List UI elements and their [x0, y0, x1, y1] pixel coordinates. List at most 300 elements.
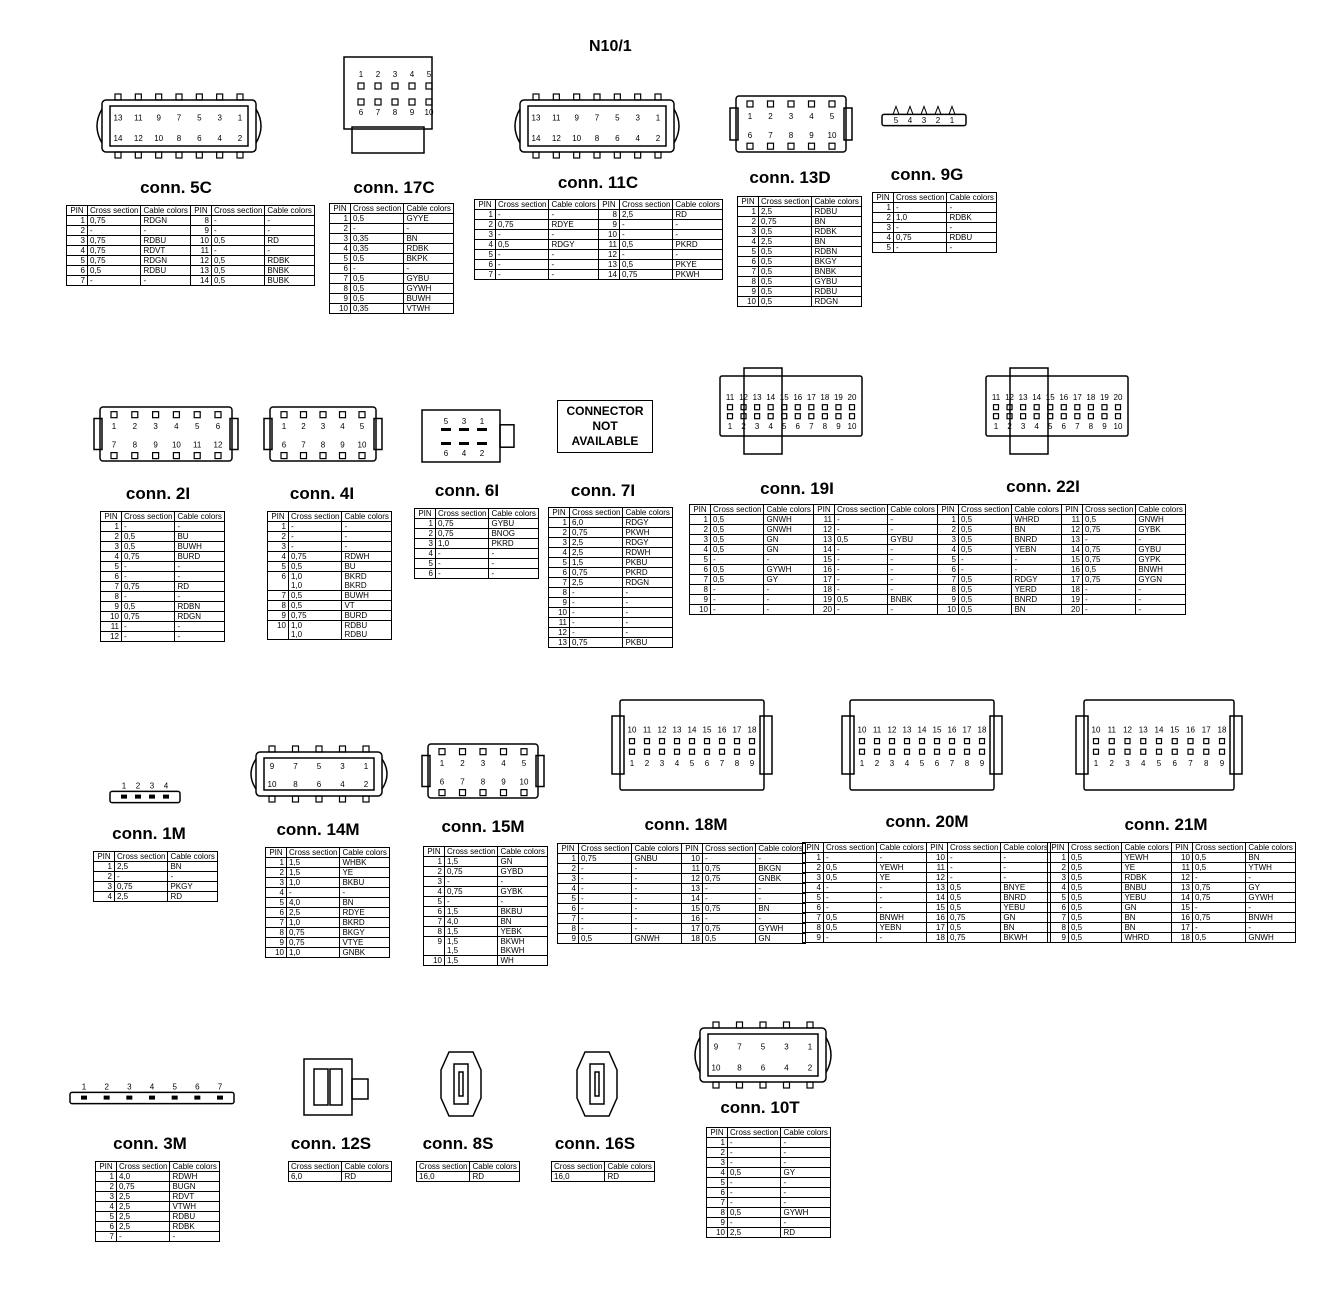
- pin-number-label: 9: [713, 1042, 719, 1052]
- cable-color-cell: RD: [168, 892, 217, 902]
- connector-title: conn. 8S: [422, 1134, 494, 1153]
- table-row: [268, 601, 392, 611]
- cable-color-cell: RDBU: [141, 266, 190, 276]
- column-header: PIN: [330, 204, 351, 214]
- column-header: PIN: [598, 200, 619, 210]
- pin-cell: 1: [873, 203, 894, 213]
- cable-color-cell: YEWH: [877, 863, 926, 873]
- table-row: [424, 937, 548, 956]
- cross-section-cell: -: [824, 883, 877, 893]
- cable-color-cell: GYWH: [781, 1208, 830, 1218]
- pin-cell: 6: [1048, 903, 1069, 913]
- connector-title: conn. 2I: [125, 484, 191, 503]
- table-row: [268, 522, 392, 532]
- cross-section-cell: 0,5: [711, 515, 764, 525]
- pin-cell: 6: [475, 260, 496, 270]
- cable-color-cell: BKRD BKRD: [342, 572, 391, 591]
- cross-section-cell: -: [947, 853, 1000, 863]
- pin-number-label: 7: [768, 131, 773, 141]
- cable-color-cell: BNYE: [1001, 883, 1050, 893]
- pin-cell: 10: [926, 853, 947, 863]
- pin-number-label: 4: [149, 1082, 155, 1092]
- cross-section-cell: -: [728, 1178, 781, 1188]
- table-row: [803, 933, 1051, 943]
- cable-color-cell: YE: [1122, 863, 1171, 873]
- cross-section-cell: 0,5: [1069, 873, 1122, 883]
- cable-color-cell: -: [340, 888, 389, 898]
- pin-number-label: 8: [594, 133, 600, 143]
- pin-cell: 2: [415, 529, 436, 539]
- pin-number-label: 4: [461, 449, 467, 458]
- cable-color-cell: BNRD: [1012, 535, 1061, 545]
- table-row: [549, 538, 673, 548]
- pin-number-label: 4: [501, 759, 506, 769]
- cross-section-cell: 0,5: [289, 591, 342, 601]
- pin-number-label: 9: [574, 113, 579, 123]
- cable-color-cell: GYBK: [498, 887, 547, 897]
- pin-number-label: 7: [301, 440, 306, 450]
- cross-section-cell: 0,5: [351, 294, 404, 304]
- cable-color-cell: RDGN: [141, 256, 190, 266]
- cross-section-cell: 0,5: [619, 240, 672, 250]
- pin-number-label: 3: [149, 781, 155, 791]
- cross-section-cell: -: [1192, 923, 1245, 933]
- pin-cell: 6: [549, 568, 570, 578]
- pin-cell: 3: [424, 877, 445, 887]
- connector-title: conn. 21M: [1124, 815, 1208, 834]
- pin-number-label: 10: [572, 133, 582, 143]
- cable-color-cell: -: [1246, 873, 1295, 883]
- pin-cell: 4: [266, 888, 287, 898]
- cable-color-cell: BN: [1122, 913, 1171, 923]
- pin-cell: 3: [268, 542, 289, 552]
- connector-9g-drawing: [876, 100, 972, 132]
- cross-section-cell: -: [711, 555, 764, 565]
- cable-color-cell: -: [756, 914, 805, 924]
- connector-20m-drawing: [840, 692, 1004, 798]
- cross-section-cell: -: [824, 893, 877, 903]
- table-row: [803, 873, 1051, 883]
- cross-section-cell: 0,75: [1192, 883, 1245, 893]
- pin-cell: 2: [738, 217, 759, 227]
- column-header: Cross section: [552, 1162, 605, 1172]
- cross-section-cell: 0,5: [759, 247, 812, 257]
- table-row: [803, 883, 1051, 893]
- pin-cell: 4: [330, 244, 351, 254]
- column-header: Cable colors: [141, 206, 190, 216]
- cable-color-cell: RD: [265, 236, 314, 246]
- cable-color-cell: -: [764, 555, 813, 565]
- pin-number-label: 3: [754, 422, 760, 431]
- pin-number-label: 18: [747, 725, 757, 735]
- cable-color-cell: RDGY: [549, 240, 598, 250]
- table-row: [690, 515, 938, 525]
- cable-color-cell: -: [404, 264, 453, 274]
- cross-section-cell: -: [702, 914, 755, 924]
- pin-cell: 12: [190, 256, 211, 266]
- pin-number-label: 8: [822, 422, 828, 431]
- pin-number-label: 5: [781, 422, 787, 431]
- pin-cell: 1: [424, 857, 445, 867]
- pin-cell: 4: [707, 1168, 728, 1178]
- pin-cell: 9: [938, 595, 959, 605]
- column-header: PIN: [707, 1128, 728, 1138]
- pin-number-label: 13: [902, 725, 912, 735]
- cable-color-cell: GNWH: [1136, 515, 1185, 525]
- pin-number-label: 18: [1217, 725, 1227, 735]
- pin-cell: 5: [415, 559, 436, 569]
- table-row: [424, 956, 548, 966]
- table-row: [67, 266, 315, 276]
- pin-cell: 5: [738, 247, 759, 257]
- pin-cell: 9: [330, 294, 351, 304]
- pinout-table: [416, 1161, 520, 1182]
- cable-color-cell: BN: [756, 904, 805, 914]
- column-header: Cross section: [824, 843, 877, 853]
- pin-number-label: 5: [426, 70, 432, 79]
- cable-color-cell: GYWH: [1246, 893, 1295, 903]
- pin-number-label: 2: [104, 1082, 109, 1092]
- pin-number-label: 2: [237, 133, 243, 143]
- pin-cell: 1: [803, 853, 824, 863]
- pin-cell: 7: [266, 918, 287, 928]
- pin-cell: 9: [598, 220, 619, 230]
- pin-number-label: 6: [934, 759, 940, 769]
- pin-cell: 2: [268, 532, 289, 542]
- table-row: [1048, 913, 1296, 923]
- pin-cell: 11: [190, 246, 211, 256]
- table-row: [707, 1228, 831, 1238]
- column-header: Cable colors: [342, 512, 391, 522]
- cross-section-cell: 2,5: [570, 548, 623, 558]
- pinout-table: [872, 192, 997, 253]
- pin-number-label: 9: [1219, 759, 1225, 769]
- table-row: [101, 582, 225, 592]
- table-row: [707, 1178, 831, 1188]
- cross-section-cell: -: [824, 933, 877, 943]
- cross-section-cell: -: [289, 542, 342, 552]
- table-row: [558, 884, 806, 894]
- pin-cell: 5: [1048, 893, 1069, 903]
- column-header: Cross section: [759, 197, 812, 207]
- pin-cell: 9: [190, 226, 211, 236]
- pin-number-label: 3: [1125, 759, 1130, 769]
- cable-color-cell: RDVT: [141, 246, 190, 256]
- pin-number-label: 10: [519, 777, 529, 787]
- pin-cell: 4: [738, 237, 759, 247]
- cross-section-cell: 0,5: [959, 515, 1012, 525]
- cross-section-cell: 0,5: [711, 575, 764, 585]
- table-row: [549, 618, 673, 628]
- connector-4i-drawing: [262, 403, 384, 465]
- pin-number-label: 8: [132, 440, 138, 450]
- column-header: Cable colors: [470, 1162, 519, 1172]
- cross-section-cell: -: [88, 276, 141, 286]
- column-header: Cable colors: [947, 193, 996, 203]
- pin-number-label: 1: [439, 759, 445, 769]
- pin-number-label: 9: [340, 440, 345, 450]
- cable-color-cell: BKWH BKWH: [498, 937, 547, 956]
- cross-section-cell: 0,75: [570, 638, 623, 648]
- pin-number-label: 1: [949, 116, 955, 126]
- column-header: Cable colors: [781, 1128, 830, 1138]
- cross-section-cell: 4,0: [445, 917, 498, 927]
- cable-color-cell: GY: [764, 575, 813, 585]
- cross-section-cell: 0,75: [436, 529, 489, 539]
- pin-cell: 7: [67, 276, 88, 286]
- connector-14m-drawing: [244, 744, 394, 804]
- column-header: Cross section: [1069, 843, 1122, 853]
- cable-color-cell: GN: [1001, 913, 1050, 923]
- pin-cell: 9: [101, 602, 122, 612]
- cross-section-cell: -: [711, 585, 764, 595]
- cable-color-cell: WHRD: [1012, 515, 1061, 525]
- pin-number-label: 10: [1091, 725, 1101, 735]
- cross-section-cell: 0,75: [947, 933, 1000, 943]
- table-row: [101, 522, 225, 532]
- cross-section-cell: 0,5: [88, 266, 141, 276]
- cable-color-cell: -: [549, 260, 598, 270]
- pin-number-label: 15: [1045, 393, 1055, 403]
- cable-color-cell: GYPK: [1136, 555, 1185, 565]
- table-row: [67, 276, 315, 286]
- cable-color-cell: RDBK: [404, 244, 453, 254]
- cable-color-cell: RDBN: [175, 602, 224, 612]
- pin-cell: 3: [330, 234, 351, 244]
- cross-section-cell: 0,75: [702, 874, 755, 884]
- pin-number-label: 4: [340, 780, 345, 790]
- pin-cell: 7: [475, 270, 496, 280]
- table-row: [738, 227, 862, 237]
- cross-section-cell: 2,5: [759, 207, 812, 217]
- cable-color-cell: RDWH: [623, 548, 672, 558]
- pin-cell: 4: [96, 1202, 117, 1212]
- table-row: [268, 542, 392, 552]
- column-header: PIN: [94, 852, 115, 862]
- pin-cell: 4: [415, 549, 436, 559]
- cross-section-cell: -: [115, 872, 168, 882]
- cross-section-cell: 0,75: [88, 246, 141, 256]
- cross-section-cell: 0,5: [834, 595, 887, 605]
- cross-section-cell: -: [570, 618, 623, 628]
- pin-number-label: 3: [784, 1042, 789, 1052]
- pin-number-label: 4: [904, 759, 910, 769]
- pin-cell: 7: [558, 914, 579, 924]
- cross-section-cell: 0,5: [1069, 903, 1122, 913]
- pin-number-label: 3: [659, 759, 665, 769]
- column-header: PIN: [268, 512, 289, 522]
- pin-cell: 16: [926, 913, 947, 923]
- pin-cell: 1: [475, 210, 496, 220]
- cable-color-cell: RDWH: [170, 1172, 219, 1182]
- pin-cell: 9: [690, 595, 711, 605]
- cross-section-cell: 0,5: [1069, 933, 1122, 943]
- cable-color-cell: -: [632, 874, 681, 884]
- cable-color-cell: BUWH: [175, 542, 224, 552]
- cross-section-cell: -: [579, 904, 632, 914]
- pin-cell: 5: [96, 1212, 117, 1222]
- pin-cell: 8: [101, 592, 122, 602]
- cable-color-cell: RDBK: [265, 256, 314, 266]
- pin-cell: 2: [549, 528, 570, 538]
- table-row: [558, 864, 806, 874]
- cross-section-cell: -: [211, 246, 264, 256]
- table-row: [690, 545, 938, 555]
- cable-color-cell: -: [632, 884, 681, 894]
- table-row: [707, 1198, 831, 1208]
- cross-section-cell: -: [894, 243, 947, 253]
- column-header: Cable colors: [877, 843, 926, 853]
- cable-color-cell: VTWH: [170, 1202, 219, 1212]
- cable-color-cell: -: [549, 230, 598, 240]
- cable-color-cell: -: [781, 1198, 830, 1208]
- connector-title: conn. 12S: [290, 1134, 372, 1153]
- cable-color-cell: -: [1246, 903, 1295, 913]
- column-header: Cable colors: [340, 848, 389, 858]
- pin-cell: 2: [873, 213, 894, 223]
- cable-color-cell: PKRD: [673, 240, 722, 250]
- column-header: PIN: [558, 844, 579, 854]
- table-row: [938, 545, 1186, 555]
- table-row: [738, 207, 862, 217]
- pin-number-label: 1: [363, 762, 369, 772]
- cross-section-cell: 0,5: [824, 863, 877, 873]
- cable-color-cell: -: [342, 542, 391, 552]
- column-header: PIN: [681, 844, 702, 854]
- pin-number-label: 10: [171, 440, 181, 450]
- cable-color-cell: BNBK: [265, 266, 314, 276]
- cable-color-cell: RDGY: [623, 518, 672, 528]
- pin-cell: 7: [96, 1232, 117, 1242]
- table-row: [266, 908, 390, 918]
- table-row: [1048, 933, 1296, 943]
- cross-section-cell: -: [351, 264, 404, 274]
- pin-number-label: 17: [1201, 725, 1211, 735]
- cross-section-cell: -: [959, 555, 1012, 565]
- pin-cell: 2: [424, 867, 445, 877]
- table-row: [690, 575, 938, 585]
- column-header: Cable colors: [764, 505, 813, 515]
- pin-number-label: 6: [281, 440, 287, 450]
- cable-color-cell: -: [632, 924, 681, 934]
- table-row: [549, 518, 673, 528]
- pin-cell: 16: [813, 565, 834, 575]
- table-row: [67, 226, 315, 236]
- table-row: [96, 1182, 220, 1192]
- table-row: [1048, 853, 1296, 863]
- pin-number-label: 6: [747, 131, 753, 141]
- cable-color-cell: GN: [756, 934, 805, 944]
- cable-color-cell: PKYE: [673, 260, 722, 270]
- pin-number-label: 6: [1061, 422, 1067, 431]
- pin-number-label: 14: [1032, 393, 1042, 403]
- cable-color-cell: BKGY: [812, 257, 861, 267]
- cross-section-cell: -: [1192, 873, 1245, 883]
- table-row: [707, 1138, 831, 1148]
- pin-cell: 16: [1171, 913, 1192, 923]
- cross-section-cell: 0,5: [959, 595, 1012, 605]
- cross-section-cell: 0,5: [1082, 565, 1135, 575]
- pin-cell: 3: [738, 227, 759, 237]
- pin-cell: 8: [707, 1208, 728, 1218]
- column-header: Cross section: [211, 206, 264, 216]
- table-row: [938, 585, 1186, 595]
- pin-cell: 13: [190, 266, 211, 276]
- table-row: [330, 234, 454, 244]
- cross-section-cell: 0,75: [702, 904, 755, 914]
- table-row: [873, 213, 997, 223]
- cross-section-cell: -: [289, 532, 342, 542]
- pin-number-label: 1: [807, 1042, 813, 1052]
- pin-cell: 18: [813, 585, 834, 595]
- pin-cell: 19: [1061, 595, 1082, 605]
- table-row: [268, 572, 392, 591]
- cross-section-cell: 0,75: [289, 552, 342, 562]
- pin-number-label: 10: [424, 108, 434, 117]
- column-header: Cross section: [289, 512, 342, 522]
- cross-section-cell: 0,75: [1082, 525, 1135, 535]
- cross-section-cell: 0,5: [959, 585, 1012, 595]
- cable-color-cell: BNBK: [812, 267, 861, 277]
- cable-color-cell: -: [947, 203, 996, 213]
- table-row: [558, 924, 806, 934]
- pin-cell: 14: [1171, 893, 1192, 903]
- pin-cell: 9: [549, 598, 570, 608]
- cross-section-cell: -: [702, 884, 755, 894]
- table-row: [558, 854, 806, 864]
- cross-section-cell: -: [834, 585, 887, 595]
- pin-cell: 13: [926, 883, 947, 893]
- cable-color-cell: -: [888, 525, 937, 535]
- pin-number-label: 19: [833, 393, 843, 403]
- pin-cell: 4: [94, 892, 115, 902]
- table-row: [266, 858, 390, 868]
- pin-number-label: 4: [217, 133, 222, 143]
- cross-section-cell: 0,75: [1192, 913, 1245, 923]
- pin-number-label: 6: [795, 422, 801, 431]
- cross-section-cell: -: [728, 1158, 781, 1168]
- cable-color-cell: -: [877, 933, 926, 943]
- cable-color-cell: GN: [1122, 903, 1171, 913]
- pinout-table: [66, 205, 315, 286]
- pin-cell: 10: [268, 621, 289, 640]
- table-row: [101, 592, 225, 602]
- pin-cell: 7: [1048, 913, 1069, 923]
- pin-cell: 6: [268, 572, 289, 591]
- pin-number-label: 7: [293, 762, 298, 772]
- cable-color-cell: -: [888, 545, 937, 555]
- cable-color-cell: -: [947, 223, 996, 233]
- pin-cell: 2: [707, 1148, 728, 1158]
- pin-cell: 2: [94, 872, 115, 882]
- pin-cell: 6: [558, 904, 579, 914]
- pin-number-label: 2: [1109, 759, 1114, 769]
- table-row: [330, 264, 454, 274]
- cross-section-cell: 0,75: [570, 568, 623, 578]
- pin-cell: 2: [266, 868, 287, 878]
- pin-cell: 5: [101, 562, 122, 572]
- pin-number-label: 9: [409, 108, 415, 117]
- pin-number-label: 3: [480, 759, 486, 769]
- cable-color-cell: RDBU: [947, 233, 996, 243]
- pin-cell: 12: [549, 628, 570, 638]
- pin-cell: 19: [813, 595, 834, 605]
- table-row: [558, 894, 806, 904]
- cable-color-cell: -: [342, 522, 391, 532]
- connector-16s-drawing: [574, 1046, 620, 1122]
- cable-color-cell: RDBU: [170, 1212, 219, 1222]
- pin-cell: 5: [424, 897, 445, 907]
